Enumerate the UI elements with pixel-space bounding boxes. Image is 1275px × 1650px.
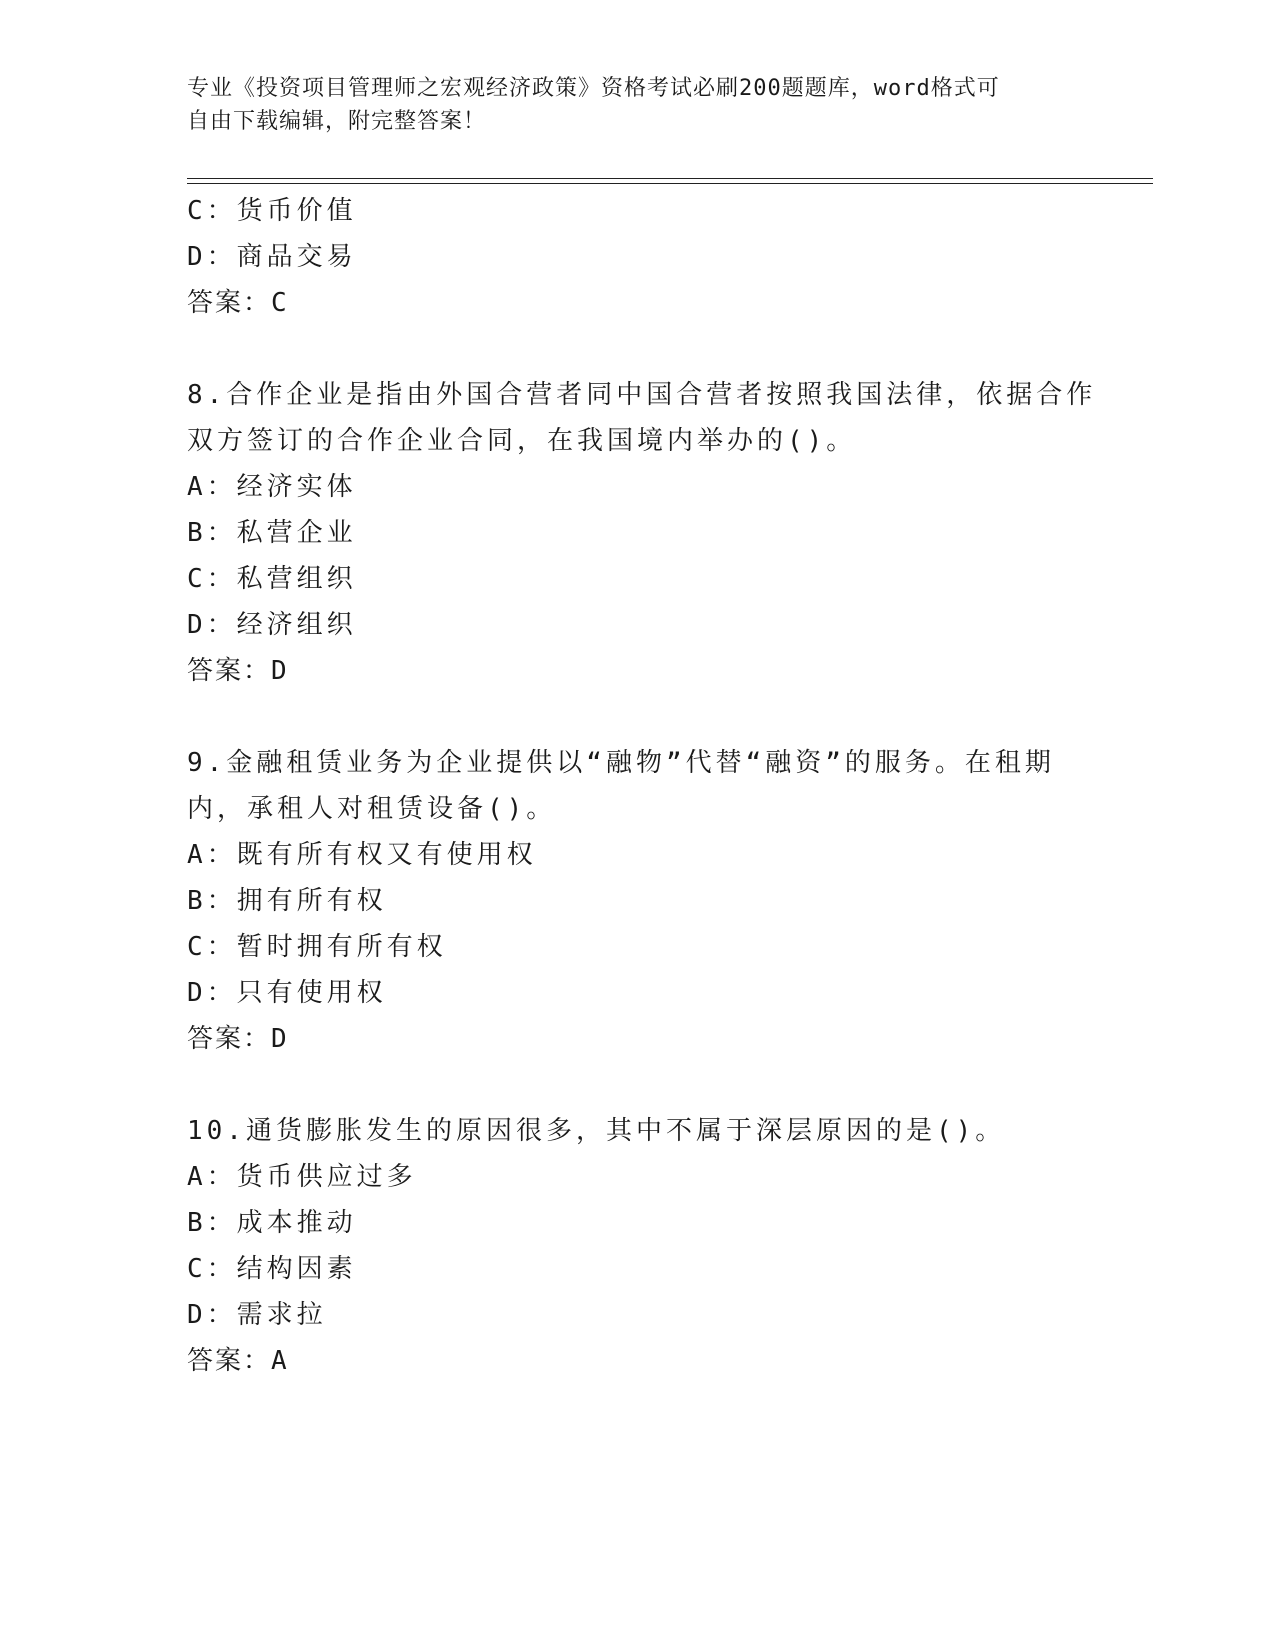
header-line-1: 专业《投资项目管理师之宏观经济政策》资格考试必刷200题题库，word格式可 (187, 76, 1000, 101)
answer-line: 答案：D (187, 1024, 289, 1054)
option-text: 成本推动 (236, 1208, 357, 1238)
option-label: B： (187, 518, 237, 548)
option-label: C： (187, 1254, 237, 1284)
option-label: D： (187, 978, 237, 1008)
option-label: C： (187, 932, 237, 962)
prev-question (187, 188, 1067, 326)
question-10 (187, 1108, 1067, 1384)
option-b (187, 510, 1067, 556)
option-label: D： (187, 1300, 237, 1330)
option-text: 货币供应过多 (236, 1162, 417, 1192)
option-label: B： (187, 886, 237, 916)
option-label: C： (187, 564, 237, 594)
option-text: 暂时拥有所有权 (236, 932, 447, 962)
option-text: 经济实体 (236, 472, 357, 502)
question-9 (187, 740, 1067, 1062)
option-b (187, 878, 1067, 924)
option-c (187, 924, 1067, 970)
option-label: B： (187, 1208, 237, 1238)
option-label: A： (187, 1162, 237, 1192)
header-rule-top (187, 178, 1153, 179)
option-a (187, 464, 1067, 510)
document-header (187, 72, 1067, 138)
question-text-line-2: 内，承租人对租赁设备()。 (187, 794, 557, 824)
option-text: 货币价值 (236, 196, 357, 226)
question-list (187, 188, 1097, 1384)
option-b (187, 1200, 1067, 1246)
option-c (187, 1246, 1067, 1292)
option-text: 私营组织 (236, 564, 357, 594)
option-label: A： (187, 472, 237, 502)
option-d (187, 970, 1067, 1016)
option-text: 商品交易 (236, 242, 357, 272)
question-text-line-1: 8.合作企业是指由外国合营者同中国合营者按照我国法律，依据合作 (187, 380, 1097, 410)
option-text: 既有所有权又有使用权 (236, 840, 537, 870)
option-label: D： (187, 610, 237, 640)
answer-line: 答案：D (187, 656, 289, 686)
option-d (187, 1292, 1067, 1338)
header-line-2: 自由下载编辑，附完整答案！ (187, 109, 487, 134)
option-text: 拥有所有权 (236, 886, 387, 916)
option-text: 结构因素 (236, 1254, 357, 1284)
answer-line: 答案：A (187, 1346, 289, 1376)
option-c (187, 556, 1067, 602)
option-d (187, 234, 1067, 280)
option-label: D： (187, 242, 237, 272)
option-text: 需求拉 (236, 1300, 327, 1330)
question-8 (187, 372, 1097, 694)
option-c (187, 188, 1067, 234)
option-text: 私营企业 (236, 518, 357, 548)
option-text: 只有使用权 (236, 978, 387, 1008)
option-a (187, 1154, 1067, 1200)
option-label: A： (187, 840, 237, 870)
option-label: C： (187, 196, 237, 226)
question-text-line-1: 9.金融租赁业务为企业提供以“融物”代替“融资”的服务。在租期 (187, 748, 1055, 778)
header-rule-bottom (187, 183, 1153, 184)
answer-line: 答案：C (187, 288, 289, 318)
question-text-line-2: 双方签订的合作企业合同，在我国境内举办的()。 (187, 426, 857, 456)
question-text-line-1: 10.通货膨胀发生的原因很多，其中不属于深层原因的是()。 (187, 1116, 1006, 1146)
option-a (187, 832, 1067, 878)
option-text: 经济组织 (236, 610, 357, 640)
option-d (187, 602, 1067, 648)
